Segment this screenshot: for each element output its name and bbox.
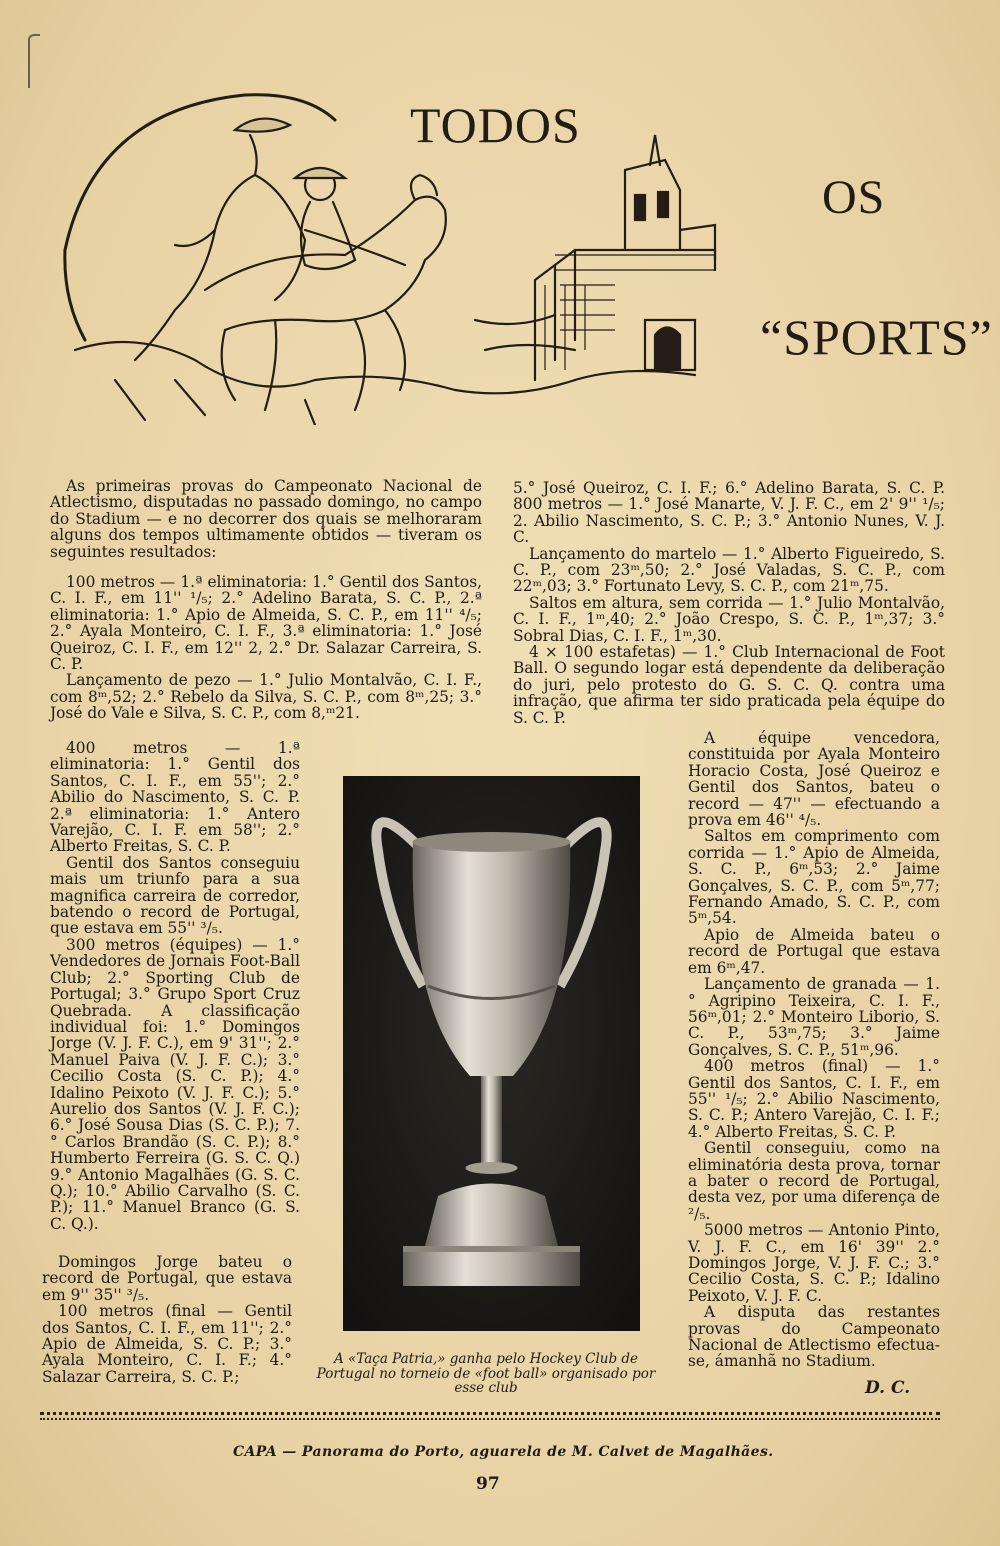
result-paragraph: Apio de Almeida bateu o record de Portugal que estava em 6ᵐ,47. xyxy=(688,925,940,977)
result-paragraph: Saltos em altura, sem corrida — 1.° Julio Montalvão, C. I. F., 1ᵐ,40; 2.° João Crespo, S. C. P., 1ᵐ,37; 3.° Sobral Dias, C. I. F., 1ᵐ,30. xyxy=(513,593,945,645)
title-sports: “SPORTS” xyxy=(760,309,993,365)
title-todos: TODOS xyxy=(410,97,581,153)
result-paragraph: 100 metros (final — Gentil dos Santos, C. I. F., em 11''; 2.° Apio de Almeida, S. C. P.; 3.° Ayala Monteiro, C. I. F.; 4.° Salazar Carreira, S. C. P.; xyxy=(42,1302,292,1386)
article-right-top xyxy=(513,480,945,726)
trophy-photo xyxy=(343,776,640,1331)
result-paragraph: Gentil conseguiu, como na eliminatória desta prova, tornar a bater o record de Portugal, desta vez, por uma diferença de ²/₅. xyxy=(688,1139,940,1223)
header-illustration xyxy=(55,80,735,425)
result-paragraph: Lançamento do martelo — 1.° Alberto Figueiredo, S. C. P., com 23ᵐ,50; 2.° José Valadas, S. C. P., com 22ᵐ,03; 3.° Fortunato Levy, S. C. P., com 21ᵐ,75. xyxy=(513,544,945,596)
article-left-top xyxy=(50,478,482,722)
result-paragraph: A disputa das restantes provas do Campeonato Nacional de Atlectismo efectua-se, ámanhã no Stadium. xyxy=(688,1303,940,1371)
result-paragraph: 300 metros (équipes) — 1.° Vendedores de Jornais Foot-Ball Club; 2.° Sporting Club de Portugal; 3.° Grupo Sport Cruz Quebrada. A classificação individual foi: 1.° Domingos Jorge (V. J. F. C.), em 9' 31''; 2.° Manuel Paiva (V. J. F. C.); 3.° Cecilio Costa (S. C. P.); 4.° Idalino Peixoto (V. J. F. C.); 5.° Aurelio dos Santos (V. J. F. C.); 6.° José Sousa Dias (S. C. P.); 7.° Carlos Brandão (S. C. P.); 8.° Humberto Ferreira (G. S. C. Q.) 9.° Antonio Magalhães (G. S. C. Q.); 10.° Abilio Carvalho (S. C. P.); 11.° Manuel Branco (G. S. C. Q.). xyxy=(50,935,300,1233)
result-paragraph: 400 metros (final) — 1.° Gentil dos Santos, C. I. F., em 55'' ¹/₅; 2.° Abilio Nascimento, S. C. P.; Antero Varejão, C. I. F.; 4.° Alberto Freitas, S. C. P. xyxy=(688,1057,940,1141)
article-right-mid xyxy=(688,730,940,1370)
footer-divider xyxy=(40,1418,940,1420)
title-os: OS xyxy=(822,171,886,224)
result-paragraph: Lançamento de pezo — 1.° Julio Montalvão, C. I. F., com 8ᵐ,52; 2.° Rebelo da Silva, S. C. P., com 8ᵐ,25; 3.° José do Vale e Silva, S. C. P., com 8,ᵐ21. xyxy=(50,671,482,723)
page-number: 97 xyxy=(476,1474,500,1494)
result-paragraph: 5.° José Queiroz, C. I. F.; 6.° Adelino Barata, S. C. P. 800 metros — 1.° José Manarte, V. J. F. C., em 2' 9'' ¹/₅; 2. Abilio Nascimento, S. C. P.; 3.° Antonio Nunes, V. J. C. xyxy=(513,479,945,547)
author-signature: D. C. xyxy=(865,1378,911,1398)
trophy-icon xyxy=(343,776,640,1331)
cover-note: CAPA — Panorama do Porto, aguarela de M. Calvet de Magalhães. xyxy=(233,1444,774,1460)
result-paragraph: 5000 metros — Antonio Pinto, V. J. F. C., em 16' 39'' 2.° Domingos Jorge, V. J. F. C.; 3.° Cecilio Costa, S. C. P.; Idalino Peixoto, V. J. F. C. xyxy=(688,1221,940,1305)
result-paragraph: Gentil dos Santos conseguiu mais um triunfo para a sua magnifica carreira de corredor, batendo o record de Portugal, que estava em 55'' ³/₅. xyxy=(50,853,300,938)
result-paragraph: Lançamento de granada — 1.° Agripino Teixeira, C. I. F., 56ᵐ,01; 2.° Monteiro Liborio, S. C. P., 53ᵐ,75; 3.° Jaime Gonçalves, S. C. P., 51ᵐ,96. xyxy=(688,975,940,1059)
result-paragraph: 400 metros — 1.ª eliminatoria: 1.° Gentil dos Santos, C. I. F., em 55''; 2.° Abilio do Nascimento, S. C. P. 2.ª eliminatoria: 1.° Antero Varejão, C. I. F. em 58''; 2.° Alberto Freitas, S. C. P. xyxy=(50,739,300,856)
article-left-mid xyxy=(50,740,300,1232)
intro-paragraph: As primeiras provas do Campeonato Nacional de Atlectismo, disputadas no passado domingo, no campo do Stadium — e no decorrer dos quais se melhoraram alguns dos tempos ultimamente obtidos — tiveram os seguintes resultados: xyxy=(50,477,482,561)
photo-caption: A «Taça Patria,» ganha pelo Hockey Club de Portugal no torneio de «foot ball» organisado por esse club xyxy=(316,1351,656,1397)
result-paragraph: A équipe vencedora, constituida por Ayala Monteiro Horacio Costa, José Queiroz e Gentil dos Santos, bateu o record — 47'' — efectuando a prova em 46'' ⁴/₅. xyxy=(688,729,940,830)
result-paragraph: Domingos Jorge bateu o record de Portugal, que estava em 9'' 35'' ³/₅. xyxy=(42,1253,292,1304)
result-paragraph: 100 metros — 1.ª eliminatoria: 1.° Gentil dos Santos, C. I. F., em 11'' ¹/₅; 2.° Adelino Barata, S. C. P., 2.ª eliminatoria: 1.° Apio de Almeida, S. C. P., em 11'' ⁴/₅; 2.° Ayala Monteiro, C. I. F., 3.ª eliminatoria: 1.° José Queiroz, C. I. F., em 12'' 2, 2.° Dr. Salazar Carreira, S. C. P. xyxy=(50,573,482,674)
corner-mark xyxy=(28,34,40,88)
result-paragraph: Saltos em comprimento com corrida — 1.° Apio de Almeida, S. C. P., 6ᵐ,53; 2.° Jaime Gonçalves, S. C. P., com 5ᵐ,77; Fernando Amado, S. C. P., com 5ᵐ,54. xyxy=(688,827,940,928)
result-paragraph: 4 × 100 estafetas) — 1.° Club Internacional de Foot Ball. O segundo logar está dependente da deliberação do juri, pelo protesto do G. S. C. Q. contra uma infração, que afirma ter sido praticada pela équipe do S. C. P. xyxy=(513,643,945,727)
footer-divider xyxy=(40,1412,940,1415)
article-left-bottom xyxy=(42,1254,292,1385)
